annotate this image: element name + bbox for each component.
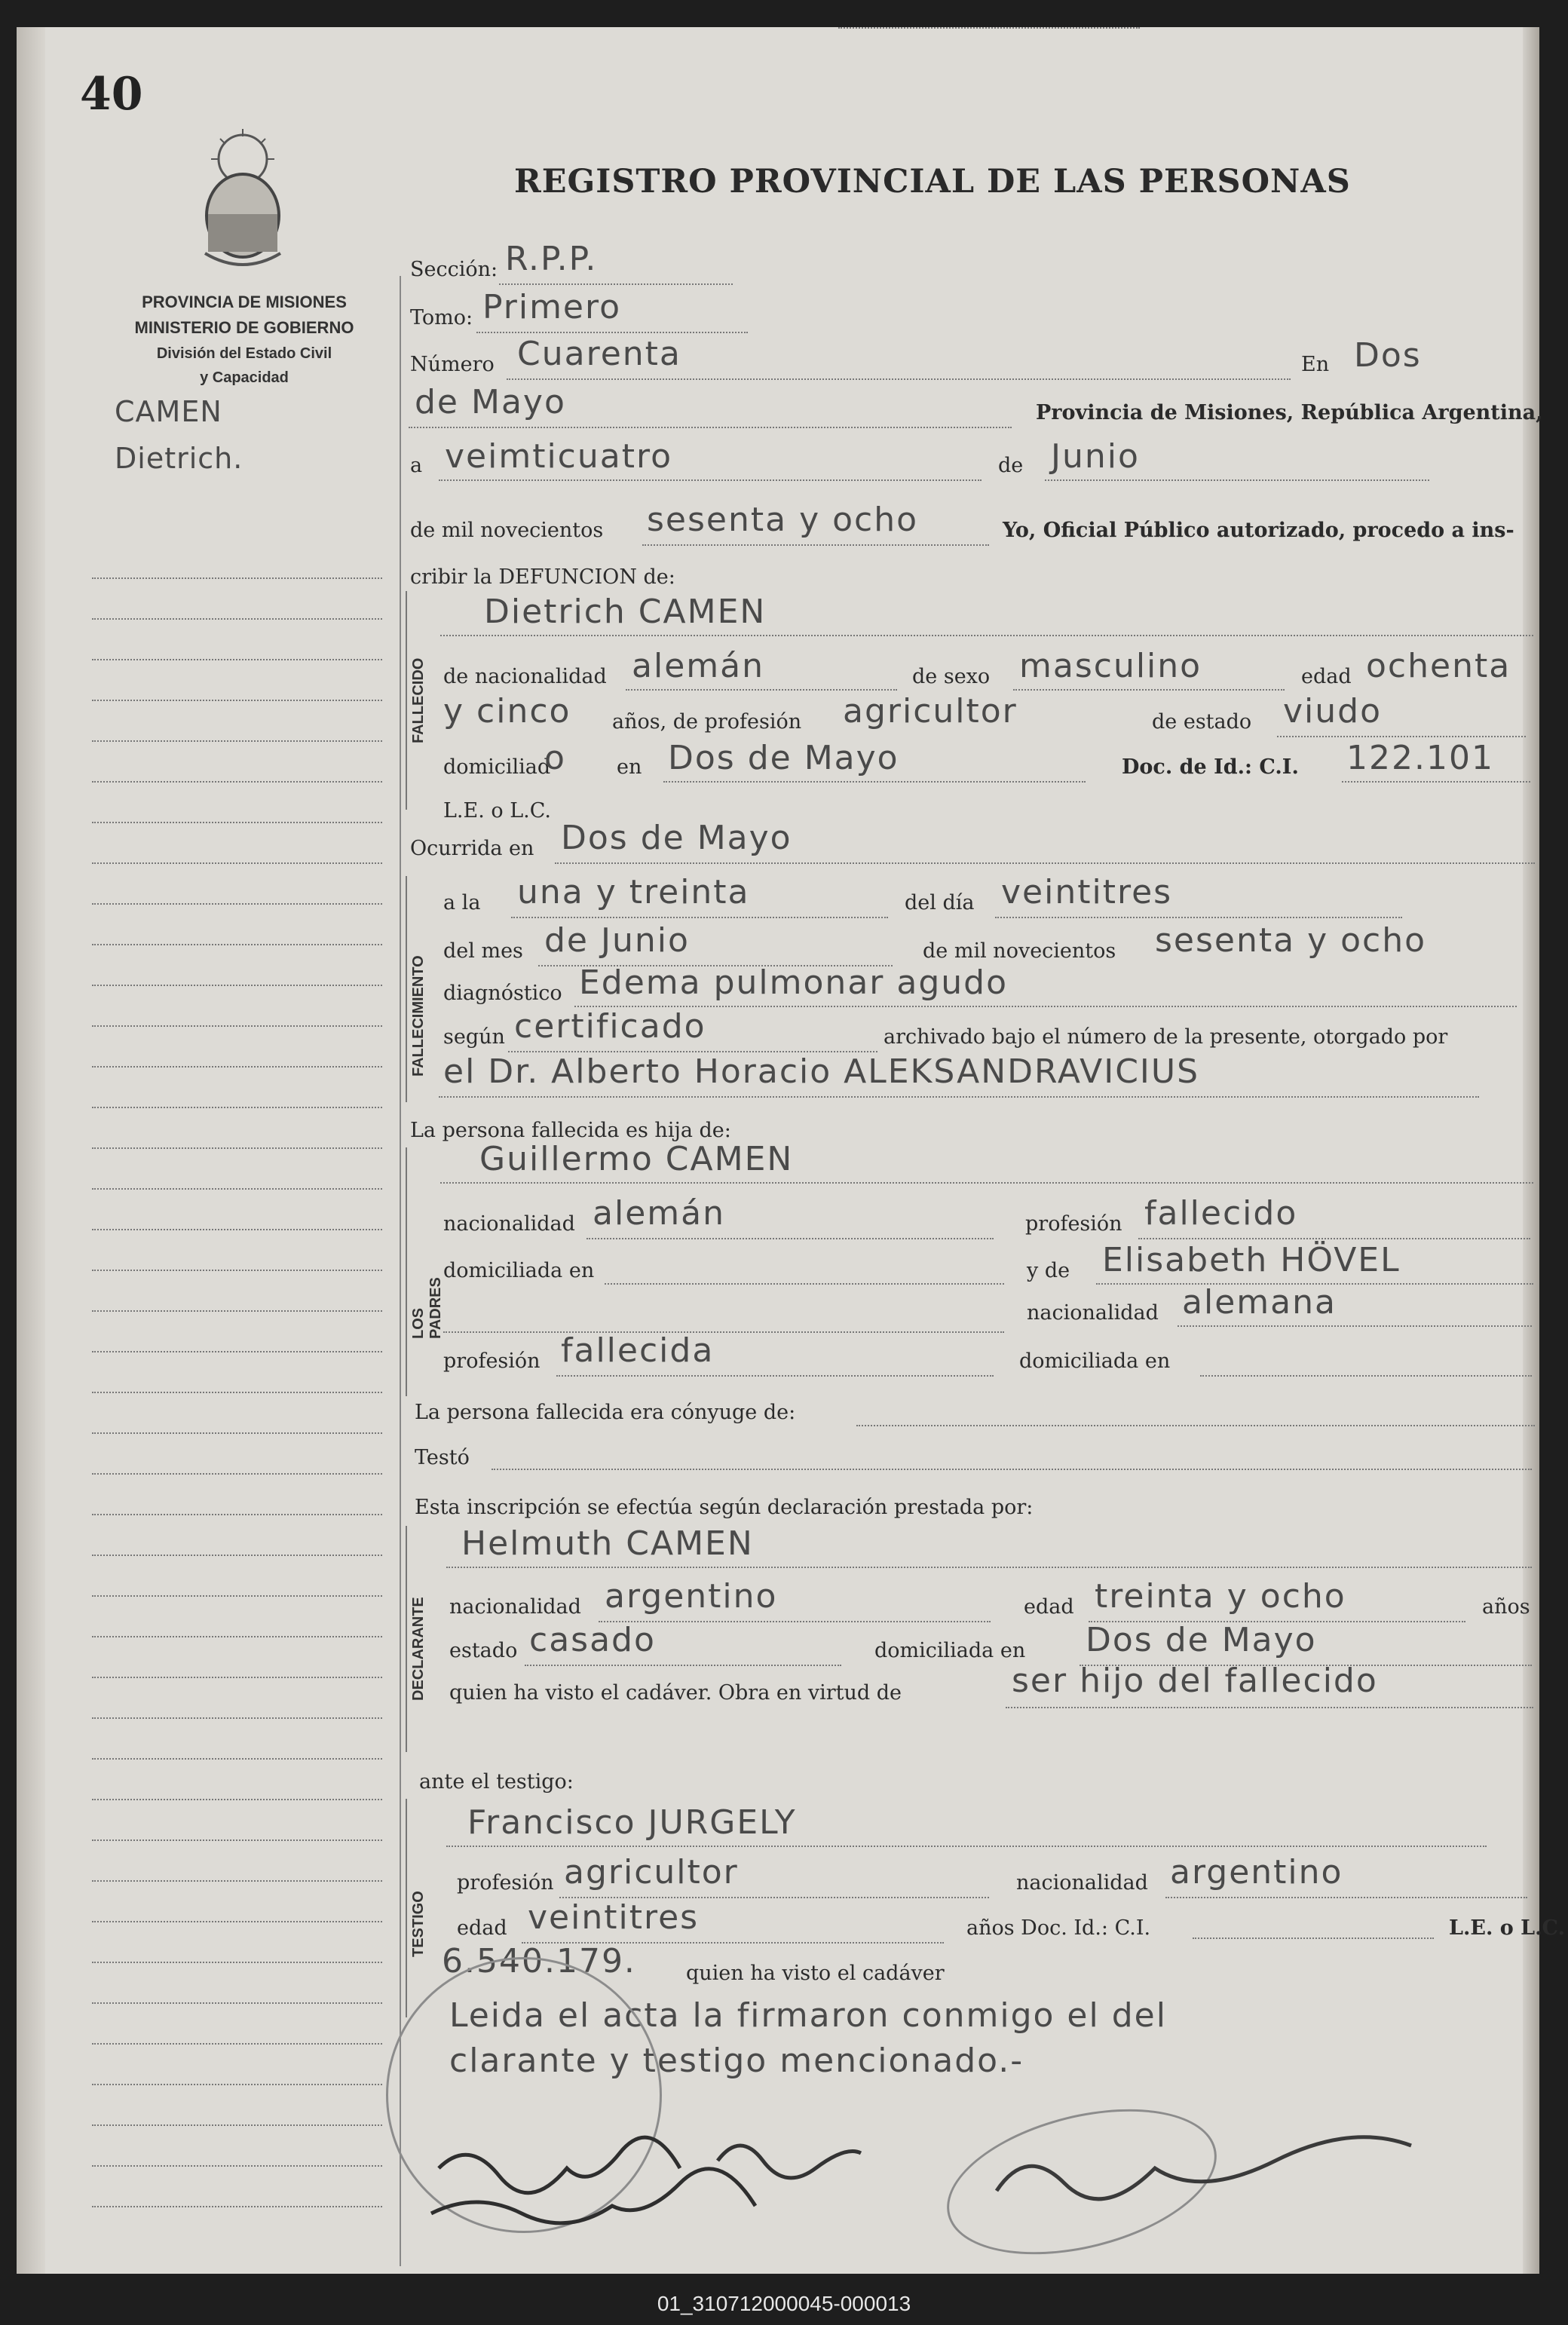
margin-line bbox=[92, 1066, 382, 1068]
deceased-age-label: edad bbox=[1301, 665, 1352, 688]
mother-prof-label: profesión bbox=[443, 1349, 541, 1373]
margin-line bbox=[92, 1392, 382, 1393]
deceased-age-value-2: y cinco bbox=[443, 692, 571, 731]
deceased-nat-label: de nacionalidad bbox=[443, 665, 607, 688]
declarant-nat-line bbox=[599, 1621, 991, 1622]
place-value-2: de Mayo bbox=[415, 383, 566, 421]
page-number: 40 bbox=[80, 68, 143, 121]
declarant-dom-value: Dos de Mayo bbox=[1086, 1621, 1317, 1659]
death-month-label: del mes bbox=[443, 939, 523, 963]
death-time-label: a la bbox=[443, 891, 481, 914]
diagnosis-value: Edema pulmonar agudo bbox=[579, 963, 1008, 1002]
margin-line bbox=[92, 1555, 382, 1556]
margin-line bbox=[92, 659, 382, 660]
margin-line bbox=[92, 1147, 382, 1149]
day-value: veimticuatro bbox=[445, 437, 673, 476]
father-prof-value: fallecido bbox=[1144, 1194, 1298, 1233]
witness-name-line bbox=[446, 1846, 1487, 1847]
seccion-value: R.P.P. bbox=[505, 240, 598, 278]
margin-line bbox=[92, 1229, 382, 1230]
margin-line bbox=[92, 2002, 382, 2004]
deceased-civil-value: viudo bbox=[1283, 692, 1382, 731]
segun-value: certificado bbox=[514, 1007, 706, 1046]
margin-line bbox=[92, 1310, 382, 1312]
margin-line bbox=[92, 618, 382, 620]
deceased-nat-line bbox=[626, 689, 897, 691]
office-division: División del Estado Civil bbox=[156, 345, 332, 362]
declarant-reason-line bbox=[1006, 1707, 1533, 1708]
tomo-label: Tomo: bbox=[410, 306, 473, 329]
book-spine bbox=[17, 27, 45, 2274]
death-day-line bbox=[995, 917, 1402, 918]
spouse-label: La persona fallecida era cónyuge de: bbox=[415, 1401, 796, 1424]
deceased-sex-value: masculino bbox=[1019, 647, 1202, 685]
witness-prof-value: agricultor bbox=[564, 1853, 739, 1892]
occurred-line bbox=[555, 862, 1535, 864]
testo-label: Testó bbox=[415, 1446, 470, 1469]
deceased-name: Dietrich CAMEN bbox=[484, 593, 767, 631]
father-name: Guillermo CAMEN bbox=[479, 1140, 794, 1178]
office-capacity: y Capacidad bbox=[200, 369, 289, 386]
seccion-line bbox=[499, 283, 733, 285]
death-time-line bbox=[511, 917, 888, 918]
margin-line bbox=[92, 1351, 382, 1352]
year-value: sesenta y ocho bbox=[647, 501, 919, 539]
margin-line bbox=[92, 1514, 382, 1515]
en-label: En bbox=[1301, 353, 1330, 376]
mother-nat-label: nacionalidad bbox=[1027, 1301, 1159, 1325]
death-year-value: sesenta y ocho bbox=[1155, 921, 1427, 960]
numero-value: Cuarenta bbox=[517, 335, 681, 373]
declarant-age-label: edad bbox=[1024, 1595, 1074, 1619]
margin-line bbox=[92, 1799, 382, 1800]
mother-dom-label: domiciliada en bbox=[1019, 1349, 1171, 1373]
closing-line-1: Leida el acta la firmaron conmigo el del bbox=[449, 1996, 1167, 2035]
declarant-seen-text: quien ha visto el cadáver. Obra en virtud de bbox=[449, 1681, 902, 1705]
office-province: PROVINCIA DE MISIONES bbox=[142, 293, 347, 311]
margin-line bbox=[92, 1188, 382, 1190]
deceased-dom-label: domiciliad bbox=[443, 755, 551, 779]
witness-prof-label: profesión bbox=[457, 1871, 554, 1895]
numero-label: Número bbox=[410, 353, 495, 376]
margin-surname: CAMEN bbox=[115, 395, 222, 428]
tomo-value: Primero bbox=[482, 288, 622, 326]
segun-label: según bbox=[443, 1025, 505, 1049]
father-nat-value: alemán bbox=[593, 1194, 725, 1233]
signatures bbox=[424, 2123, 1479, 2251]
margin-line bbox=[92, 903, 382, 905]
deceased-civil-label: de estado bbox=[1152, 710, 1252, 734]
margin-line bbox=[92, 862, 382, 864]
father-name-line bbox=[440, 1182, 1533, 1184]
margin-line bbox=[92, 1473, 382, 1475]
deceased-prof-value: agricultor bbox=[843, 692, 1018, 731]
witness-nat-line bbox=[1165, 1897, 1527, 1898]
father-nat-line bbox=[586, 1238, 994, 1239]
father-prof-label: profesión bbox=[1025, 1212, 1122, 1236]
mother-dom-line bbox=[1200, 1375, 1532, 1377]
margin-line bbox=[92, 2084, 382, 2085]
image-caption: 01_310712000045-000013 bbox=[657, 2292, 911, 2315]
declarant-years-label: años bbox=[1482, 1595, 1530, 1619]
margin-line bbox=[92, 1025, 382, 1027]
declarant-intro: Esta inscripción se efectúa según declaración prestada por: bbox=[415, 1496, 1034, 1519]
margin-line bbox=[92, 1677, 382, 1678]
mother-nat-value: alemana bbox=[1182, 1283, 1337, 1322]
margin-line bbox=[92, 1962, 382, 1963]
diagnosis-label: diagnóstico bbox=[443, 982, 562, 1005]
margin-line bbox=[92, 700, 382, 701]
deceased-doc-label: Doc. de Id.: C.I. bbox=[1122, 755, 1299, 779]
declarant-civil-line bbox=[525, 1665, 841, 1666]
month-line bbox=[1045, 479, 1429, 481]
document-title: REGISTRO PROVINCIAL DE LAS PERSONAS bbox=[514, 163, 1351, 201]
death-year-label: de mil novecientos bbox=[923, 939, 1116, 963]
margin-line bbox=[92, 1107, 382, 1108]
deceased-sex-line bbox=[1013, 689, 1285, 691]
father-dom-line bbox=[605, 1283, 1004, 1285]
diagnosis-line bbox=[574, 1006, 1517, 1007]
seccion-label: Sección: bbox=[410, 258, 498, 281]
de-label: de bbox=[998, 454, 1024, 477]
deceased-dom-line bbox=[663, 781, 1086, 783]
margin-line bbox=[92, 822, 382, 823]
witness-nat-label: nacionalidad bbox=[1016, 1871, 1148, 1895]
declarant-civil-value: casado bbox=[529, 1621, 656, 1659]
occurred-value: Dos de Mayo bbox=[561, 819, 792, 857]
margin-line bbox=[92, 1595, 382, 1597]
officer-text: Yo, Oficial Público autorizado, procedo a ins- bbox=[1003, 519, 1514, 542]
numero-line bbox=[507, 378, 1291, 380]
office-ministry: MINISTERIO DE GOBIERNO bbox=[134, 318, 354, 337]
margin-separator bbox=[400, 276, 401, 2266]
a-label: a bbox=[410, 454, 423, 477]
declarant-reason-value: ser hijo del fallecido bbox=[1012, 1662, 1378, 1700]
deceased-dom-value: Dos de Mayo bbox=[668, 739, 899, 777]
death-month-value: de Junio bbox=[544, 921, 690, 960]
margin-line bbox=[92, 1432, 382, 1434]
death-day-label: del día bbox=[905, 891, 975, 914]
deceased-sex-label: de sexo bbox=[912, 665, 991, 688]
deceased-doc-value: 122.101 bbox=[1346, 739, 1494, 777]
margin-line bbox=[92, 2043, 382, 2045]
margin-line bbox=[92, 2124, 382, 2126]
register-page: 40 REGISTRO PROVINCIAL DE LAS PERSONAS PROVINCIA DE MISIONES MINISTERIO DE GOBIERNO División del Estado Civil y Capacidad CAMEN Dietrich. Sección: R.P.P. Tomo: Primero Número Cuarenta En Dos de Mayo Provincia de Misiones, República Argentina, a veimticuatro de Junio de mil novecientos sesenta y ocho Yo, Oficial Público autorizado, procedo a ins- cribir la DEFUNCION de: FALLECIDO Dietrich CAMEN de nacionalidad alemán de sexo masculino edad ochenta y cinco años, de profesión agricultor de estado viudo domiciliad o en Dos de Mayo Doc. de Id.: C.I. 122.101 L.E. o L.C. Ocurrida en Dos de Mayo FALLECIMIENTO a la una y treinta del día veintitres del mes de Junio de mil novecientos sesenta y ocho diagnóstico Edema pulmonar agudo según certificado archivado bajo el número de la presente, otorgado por el Dr. Alberto Horacio ALEKSANDRAVICIUS La persona fallecida es hija de: LOS PADRES Guillermo CAMEN nacionalidad alemán profesión fallecido domiciliada en y de Elisabeth HÖVEL nacionalidad alemana profesión fallecida domiciliada en La persona fallecida era cónyuge de: Testó Esta inscripción se efectúa según declaración prestada por: DECLARANTE Helmuth CAMEN nacionalidad argentino edad treinta y ocho años estado casado domiciliada en Dos de Mayo quien ha visto el cadáver. Obra en virtud de ser hijo del fallecido ante el testigo: TESTIGO Francisco JURGELY profesión agricultor nacionalidad argentino edad veintitres años Doc. Id.: C.I. L.E. o L.C. 6.540.179. quien ha visto el cadáver Leida el acta la firmaron conmigo el del clarante y testigo mencionado.- bbox=[17, 27, 1539, 2274]
margin-line bbox=[92, 1270, 382, 1271]
declarant-civil-label: estado bbox=[449, 1639, 518, 1662]
deceased-doc-line bbox=[1342, 781, 1530, 783]
margin-line bbox=[92, 740, 382, 742]
mother-nat-line bbox=[1178, 1325, 1532, 1327]
year-line bbox=[642, 544, 989, 546]
margin-line bbox=[92, 1880, 382, 1882]
place-value-1: Dos bbox=[1354, 336, 1422, 375]
doctor-value: el Dr. Alberto Horacio ALEKSANDRAVICIUS bbox=[443, 1052, 1200, 1091]
declarant-nat-value: argentino bbox=[605, 1577, 778, 1616]
margin-line bbox=[92, 577, 382, 579]
deceased-dom-en: en bbox=[617, 755, 642, 779]
spouse-line bbox=[856, 1425, 1535, 1426]
margin-line bbox=[92, 781, 382, 783]
margin-line bbox=[92, 1758, 382, 1760]
witness-nat-value: argentino bbox=[1170, 1853, 1343, 1892]
deceased-name-line bbox=[440, 635, 1533, 636]
witness-age-value: veintitres bbox=[528, 1898, 700, 1937]
death-time-value: una y treinta bbox=[517, 873, 750, 911]
closing-line-2: clarante y testigo mencionado.- bbox=[449, 2042, 1024, 2080]
declarant-name-line bbox=[446, 1567, 1532, 1568]
place-line bbox=[409, 427, 1012, 428]
deceased-civil-line bbox=[1277, 736, 1526, 737]
margin-line bbox=[92, 1636, 382, 1637]
mother-prof-line bbox=[556, 1375, 994, 1377]
doctor-line bbox=[439, 1096, 1479, 1098]
mother-prof-value: fallecida bbox=[561, 1331, 715, 1370]
deceased-prof-line bbox=[838, 27, 1140, 29]
padres-bracket bbox=[406, 1147, 425, 1396]
margin-line bbox=[92, 1921, 382, 1922]
testo-line bbox=[492, 1469, 1532, 1470]
parents-blank-line bbox=[443, 1331, 1004, 1333]
declarant-name: Helmuth CAMEN bbox=[461, 1524, 754, 1563]
witness-age-label: edad bbox=[457, 1916, 507, 1940]
province-label: Provincia de Misiones, República Argentina, bbox=[1036, 401, 1543, 424]
father-nat-label: nacionalidad bbox=[443, 1212, 575, 1236]
witness-seen-text: quien ha visto el cadáver bbox=[686, 1962, 945, 1985]
margin-line bbox=[92, 2165, 382, 2167]
margin-line bbox=[92, 944, 382, 945]
deceased-dom-o: o bbox=[544, 739, 566, 777]
margin-given-name: Dietrich. bbox=[115, 442, 243, 475]
tomo-line bbox=[476, 332, 748, 333]
parents-intro: La persona fallecida es hija de: bbox=[410, 1119, 731, 1142]
deceased-nat-value: alemán bbox=[632, 647, 764, 685]
witness-intro: ante el testigo: bbox=[419, 1770, 574, 1794]
witness-doc-value: 6.540.179. bbox=[442, 1942, 636, 1980]
inscribe-text: cribir la DEFUNCION de: bbox=[410, 565, 675, 589]
day-line bbox=[439, 479, 982, 481]
father-prof-line bbox=[1138, 1238, 1530, 1239]
death-day-value: veintitres bbox=[1001, 873, 1173, 911]
declarant-nat-label: nacionalidad bbox=[449, 1595, 581, 1619]
y-de-label: y de bbox=[1027, 1259, 1070, 1282]
coat-of-arms-icon bbox=[190, 125, 296, 276]
declarant-dom-label: domiciliada en bbox=[874, 1639, 1026, 1662]
witness-doc-line bbox=[1193, 1938, 1434, 1939]
mother-name: Elisabeth HÖVEL bbox=[1102, 1241, 1401, 1279]
margin-line bbox=[92, 2206, 382, 2207]
month-value: Junio bbox=[1051, 437, 1140, 476]
declarant-age-value: treinta y ocho bbox=[1095, 1577, 1346, 1616]
witness-doc-label: años Doc. Id.: C.I. bbox=[966, 1916, 1151, 1940]
margin-line bbox=[92, 985, 382, 986]
deceased-age-value-1: ochenta bbox=[1366, 647, 1511, 685]
archived-text: archivado bajo el número de la presente, otorgado por bbox=[884, 1025, 1448, 1049]
witness-name: Francisco JURGELY bbox=[467, 1803, 797, 1842]
margin-line bbox=[92, 1717, 382, 1719]
deceased-le-label: L.E. o L.C. bbox=[443, 799, 552, 822]
year-label: de mil novecientos bbox=[410, 519, 604, 542]
deceased-years-label: años, de profesión bbox=[612, 710, 802, 734]
father-dom-label: domiciliada en bbox=[443, 1259, 595, 1282]
occurred-label: Ocurrida en bbox=[410, 837, 534, 860]
margin-line bbox=[92, 1839, 382, 1841]
witness-le-label: L.E. o L.C. bbox=[1449, 1916, 1565, 1940]
